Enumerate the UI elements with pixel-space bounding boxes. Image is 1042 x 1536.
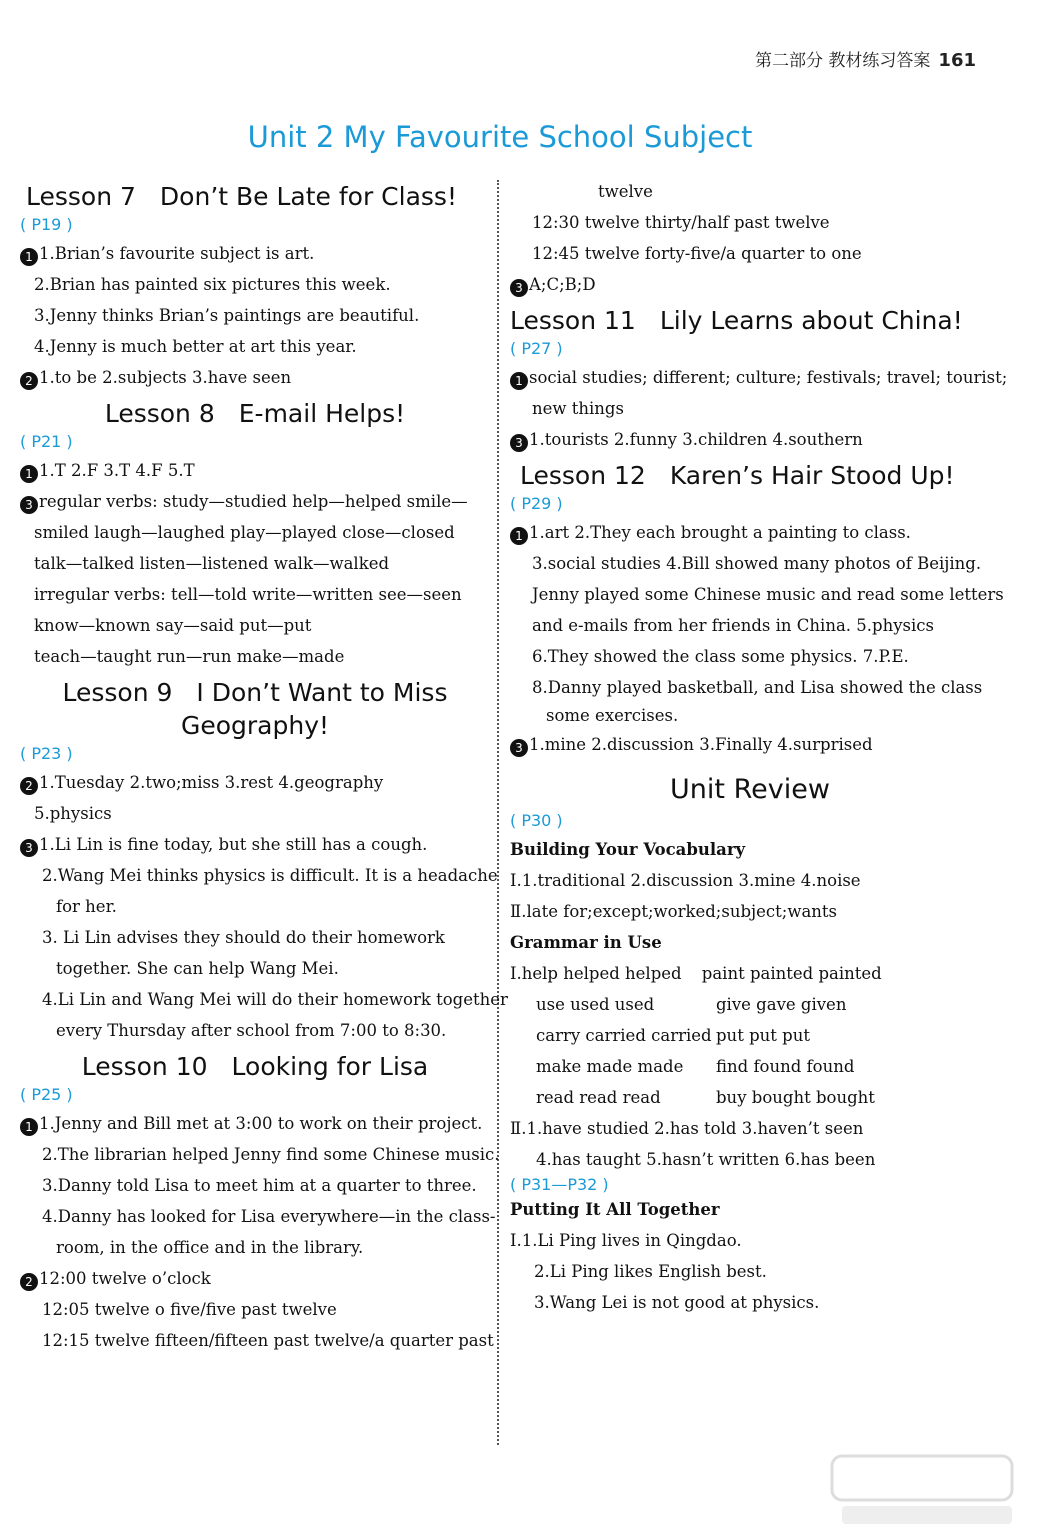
page-number: 161 — [938, 50, 976, 71]
answer-line: 2.The librarian helped Jenny find some Chinese music. — [42, 1145, 500, 1164]
circled-three-icon: 3 — [510, 279, 528, 297]
answer-line: 3.Danny told Lisa to meet him at a quarter to three. — [42, 1176, 477, 1195]
answer-line: 4.has taught 5.hasn’t written 6.has been — [536, 1150, 876, 1169]
grammar-row: read read read buy bought bought — [536, 1088, 875, 1107]
answer-line: 12:30 twelve thirty/half past twelve — [532, 213, 830, 232]
circled-three-icon: 3 — [510, 434, 528, 452]
page-ref: ( P29 ) — [510, 494, 563, 513]
section-heading: Building Your Vocabulary — [510, 840, 746, 859]
answer-line: irregular verbs: tell—told write—written see—seen — [34, 585, 462, 604]
circled-three-icon: 3 — [510, 739, 528, 757]
circled-one-icon: 1 — [20, 248, 38, 266]
answer-line: 4.Danny has looked for Lisa everywhere—in the class- — [42, 1207, 496, 1226]
circled-one-icon: 1 — [20, 465, 38, 483]
answer-line: 4.Li Lin and Wang Mei will do their homework together — [42, 990, 508, 1009]
unit-title: Unit 2 My Favourite School Subject — [247, 120, 753, 154]
answer-line: 1 1.Brian’s favourite subject is art. — [20, 238, 490, 269]
page-ref: ( P23 ) — [20, 744, 73, 763]
answer-line: 2.Li Ping likes English best. — [534, 1262, 767, 1281]
answer-line: 1 social studies; different; culture; festivals; travel; tourist; — [510, 362, 990, 393]
answer-line: new things — [532, 399, 624, 418]
answer-line: 4.Jenny is much better at art this year. — [34, 337, 357, 356]
unit-review-heading: Unit Review — [670, 774, 830, 805]
page-ref: ( P30 ) — [510, 811, 563, 830]
answer-line: together. She can help Wang Mei. — [56, 959, 339, 978]
answer-line: 3 1.mine 2.discussion 3.Finally 4.surprised — [510, 729, 990, 760]
answer-line: 1 1.Jenny and Bill met at 3:00 to work on their project. — [20, 1108, 490, 1139]
page-ref: ( P31—P32 ) — [510, 1175, 609, 1194]
answer-line: 2 12:00 twelve o’clock — [20, 1263, 490, 1294]
circled-one-icon: 1 — [510, 372, 528, 390]
answer-line: 6.They showed the class some physics. 7.P.E. — [532, 647, 909, 666]
section-heading: Grammar in Use — [510, 933, 662, 952]
answer-line: talk—talked listen—listened walk—walked — [34, 554, 390, 573]
page-header — [720, 46, 976, 76]
answer-line: 2.Wang Mei thinks physics is difficult. It is a headache — [42, 866, 498, 885]
lesson-9-heading: Lesson 9 I Don’t Want to Miss Geography! — [62, 678, 448, 740]
answer-line: room, in the office and in the library. — [56, 1238, 364, 1257]
section-heading: Putting It All Together — [510, 1200, 720, 1219]
answer-line: smiled laugh—laughed play—played close—closed — [34, 523, 455, 542]
lesson-10-heading: Lesson 10 Looking for Lisa — [81, 1052, 429, 1081]
answer-line: 3.social studies 4.Bill showed many photos of Beijing. — [532, 554, 982, 573]
answer-line: 2 1.to be 2.subjects 3.have seen — [20, 362, 490, 393]
lesson-8-heading: Lesson 8 E-mail Helps! — [104, 399, 406, 428]
answer-line: 3.Wang Lei is not good at physics. — [534, 1293, 820, 1312]
answer-line: 3 A;C;B;D — [510, 269, 990, 300]
answer-line: and e-mails from her friends in China. 5.physics — [532, 616, 934, 635]
column-divider — [497, 180, 499, 1445]
answer-line: teach—taught run—run make—made — [34, 647, 345, 666]
watermark-logo-icon — [822, 1450, 1022, 1530]
left-column — [20, 176, 508, 1356]
answer-line: Ⅱ.late for;except;worked;subject;wants — [510, 902, 838, 921]
circled-one-icon: 1 — [20, 1118, 38, 1136]
circled-two-icon: 2 — [20, 777, 38, 795]
answer-line: for her. — [56, 897, 117, 916]
page-ref: ( P27 ) — [510, 339, 563, 358]
answer-line: 2.Brian has painted six pictures this week. — [34, 275, 391, 294]
grammar-row: carry carried carried put put put — [536, 1026, 810, 1045]
grammar-row: make made made find found found — [536, 1057, 855, 1076]
answer-line: 3 regular verbs: study—studied help—helped smile— — [20, 486, 490, 517]
grammar-row: use used used give gave given — [536, 995, 847, 1014]
answer-line: 3 1.tourists 2.funny 3.children 4.southern — [510, 424, 990, 455]
header-text: 第二部分 教材练习答案 — [755, 51, 931, 71]
lesson-7-heading: Lesson 7 Don’t Be Late for Class! — [26, 182, 457, 211]
answer-line: some exercises. — [546, 706, 679, 725]
circled-one-icon: 1 — [510, 527, 528, 545]
page-ref: ( P19 ) — [20, 215, 73, 234]
answer-line: 12:45 twelve forty-five/a quarter to one — [532, 244, 862, 263]
answer-line: 5.physics — [34, 804, 112, 823]
page-ref: ( P25 ) — [20, 1085, 73, 1104]
answer-line: 1 1.T 2.F 3.T 4.F 5.T — [20, 455, 490, 486]
answer-line: 12:05 twelve o five/five past twelve — [42, 1300, 337, 1319]
answer-line: know—known say—said put—put — [34, 616, 312, 635]
answer-line: Jenny played some Chinese music and read some letters — [532, 585, 1004, 604]
circled-two-icon: 2 — [20, 372, 38, 390]
circled-three-icon: 3 — [20, 839, 38, 857]
grammar-row: Ⅰ.help helped helped paint painted painted — [510, 964, 882, 983]
circled-two-icon: 2 — [20, 1273, 38, 1291]
answer-line: 3. Li Lin advises they should do their homework — [42, 928, 445, 947]
lesson-11-heading: Lesson 11 Lily Learns about China! — [510, 306, 963, 335]
lesson-12-heading: Lesson 12 Karen’s Hair Stood Up! — [520, 461, 955, 490]
answer-line: 2 1.Tuesday 2.two;miss 3.rest 4.geography — [20, 767, 490, 798]
answer-line: Ⅱ.1.have studied 2.has told 3.haven’t seen — [510, 1119, 864, 1138]
answer-line: 1 1.art 2.They each brought a painting to class. — [510, 517, 990, 548]
right-column — [510, 176, 1008, 1318]
answer-line: twelve — [598, 182, 653, 201]
circled-three-icon: 3 — [20, 496, 38, 514]
answer-line: 8.Danny played basketball, and Lisa showed the class — [532, 678, 983, 697]
answer-line: 3 1.Li Lin is fine today, but she still has a cough. — [20, 829, 490, 860]
answer-line: 3.Jenny thinks Brian’s paintings are beautiful. — [34, 306, 420, 325]
answer-line: Ⅰ.1.Li Ping lives in Qingdao. — [510, 1231, 742, 1250]
answer-line: every Thursday after school from 7:00 to 8:30. — [56, 1021, 447, 1040]
answer-line: 12:15 twelve fifteen/fifteen past twelve/a quarter past — [42, 1331, 494, 1350]
page-ref: ( P21 ) — [20, 432, 73, 451]
answer-line: Ⅰ.1.traditional 2.discussion 3.mine 4.noise — [510, 871, 861, 890]
